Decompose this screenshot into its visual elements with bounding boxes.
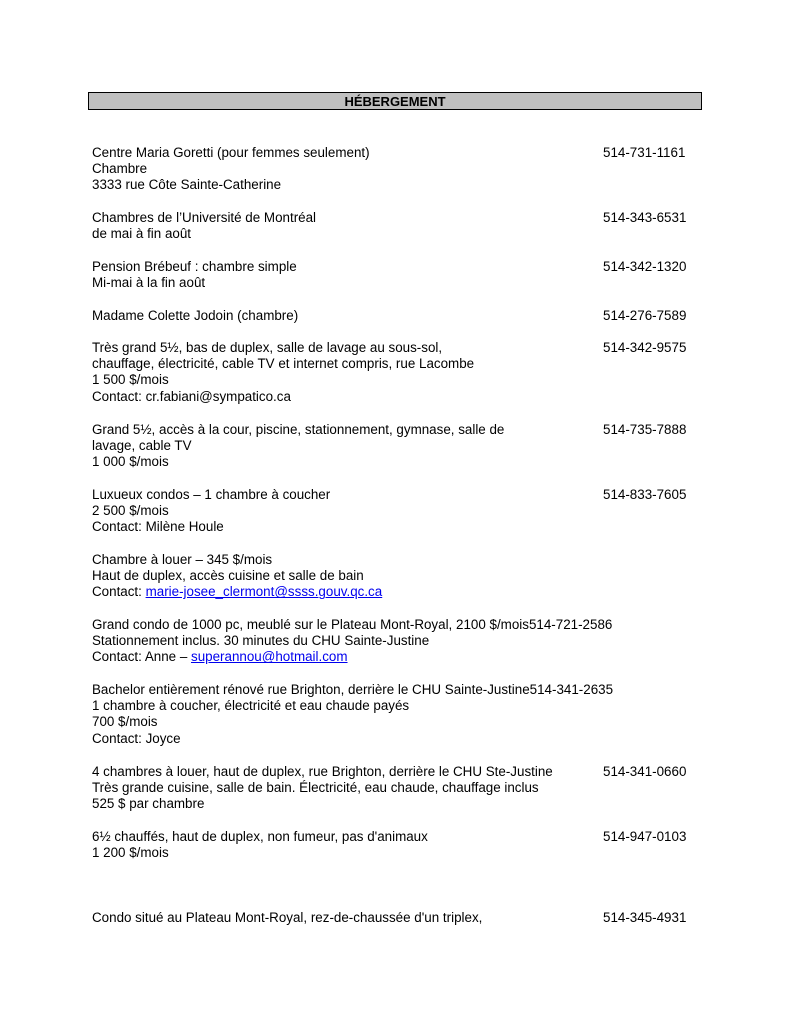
listing-line: Contact: Milène Houle xyxy=(92,519,224,535)
listing-line: Grand condo de 1000 pc, meublé sur le Plateau Mont-Royal, 2100 $/mois514-721-2586 xyxy=(92,617,613,632)
listing-line: Grand 5½, accès à la cour, piscine, stationnement, gymnase, salle de xyxy=(92,422,505,437)
listing-line: Luxueux condos – 1 chambre à coucher xyxy=(92,487,331,502)
listing-line: Contact: Joyce xyxy=(92,730,181,746)
listing-line: 1 chambre à coucher, électricité et eau chaude payés xyxy=(92,698,410,714)
listing-line: 1 000 $/mois xyxy=(92,454,169,470)
phone-number: 514-342-1320 xyxy=(603,259,687,274)
phone-number: 514-276-7589 xyxy=(603,308,687,323)
listing-line: Stationnement inclus. 30 minutes du CHU Sainte-Justine xyxy=(92,633,430,649)
listing-entry xyxy=(92,682,613,747)
listing-line: 1 500 $/mois xyxy=(92,372,169,388)
listing-entry xyxy=(92,764,553,813)
listing-line: 3333 rue Côte Sainte-Catherine xyxy=(92,177,282,193)
listing-line: de mai à fin août xyxy=(92,226,192,242)
listing-line: Haut de duplex, accès cuisine et salle de bain xyxy=(92,568,364,584)
listing-line: 700 $/mois xyxy=(92,714,158,730)
listing-line: Très grande cuisine, salle de bain. Électricité, eau chaude, chauffage inclus xyxy=(92,780,539,796)
listing-entry xyxy=(92,910,482,926)
listing-line: Chambre à louer – 345 $/mois xyxy=(92,552,273,567)
listing-entry xyxy=(92,829,428,861)
listing-entry xyxy=(92,308,298,324)
email-link[interactable]: marie-josee_clermont@ssss.gouv.qc.ca xyxy=(145,584,383,600)
section-header xyxy=(88,92,702,110)
phone-number: 514-341-0660 xyxy=(603,764,687,779)
listing-line: Centre Maria Goretti (pour femmes seulement) xyxy=(92,145,370,160)
listing-line: lavage, cable TV xyxy=(92,438,192,454)
listing-contact xyxy=(92,584,382,600)
phone-number: 514-345-4931 xyxy=(603,910,687,925)
section-title: HÉBERGEMENT xyxy=(344,94,446,109)
contact-label: Contact: xyxy=(92,584,146,600)
listing-line: Mi-mai à la fin août xyxy=(92,275,206,291)
listing-line: Contact: cr.fabiani@sympatico.ca xyxy=(92,388,291,404)
listing-line: Bachelor entièrement rénové rue Brighton, derrière le CHU Sainte-Justine514-341-2635 xyxy=(92,682,614,697)
listing-entry xyxy=(92,145,370,194)
phone-number: 514-947-0103 xyxy=(603,829,687,844)
listing-line: 2 500 $/mois xyxy=(92,503,169,519)
listing-line: Madame Colette Jodoin (chambre) xyxy=(92,308,299,323)
listing-line: Condo situé au Plateau Mont-Royal, rez-de-chaussée d'un triplex, xyxy=(92,910,483,925)
listing-line: 4 chambres à louer, haut de duplex, rue Brighton, derrière le CHU Ste-Justine xyxy=(92,764,553,779)
contact-label: Contact: Anne – xyxy=(92,649,192,665)
email-link[interactable]: superannou@hotmail.com xyxy=(191,649,348,665)
listing-line: 525 $ par chambre xyxy=(92,796,205,812)
listing-line: Très grand 5½, bas de duplex, salle de lavage au sous-sol, xyxy=(92,340,443,355)
phone-number: 514-731-1161 xyxy=(603,145,686,160)
listing-line: Chambre xyxy=(92,161,148,177)
listing-line: Chambres de l’Université de Montréal xyxy=(92,210,317,225)
listing-line: 6½ chauffés, haut de duplex, non fumeur, pas d'animaux xyxy=(92,829,428,844)
listing-entry xyxy=(92,259,297,291)
phone-number: 514-735-7888 xyxy=(603,422,687,437)
listing-entry xyxy=(92,552,382,601)
phone-number: 514-343-6531 xyxy=(603,210,687,225)
listing-entry xyxy=(92,617,612,666)
listing-line: 1 200 $/mois xyxy=(92,845,169,861)
listing-contact xyxy=(92,649,612,665)
listing-line: Pension Brébeuf : chambre simple xyxy=(92,259,297,274)
listing-entry xyxy=(92,210,316,242)
listing-entry xyxy=(92,340,474,405)
listing-entry xyxy=(92,487,330,536)
listing-line: chauffage, électricité, cable TV et internet compris, rue Lacombe xyxy=(92,356,475,372)
listing-entry xyxy=(92,422,504,471)
phone-number: 514-342-9575 xyxy=(603,340,687,355)
phone-number: 514-833-7605 xyxy=(603,487,687,502)
